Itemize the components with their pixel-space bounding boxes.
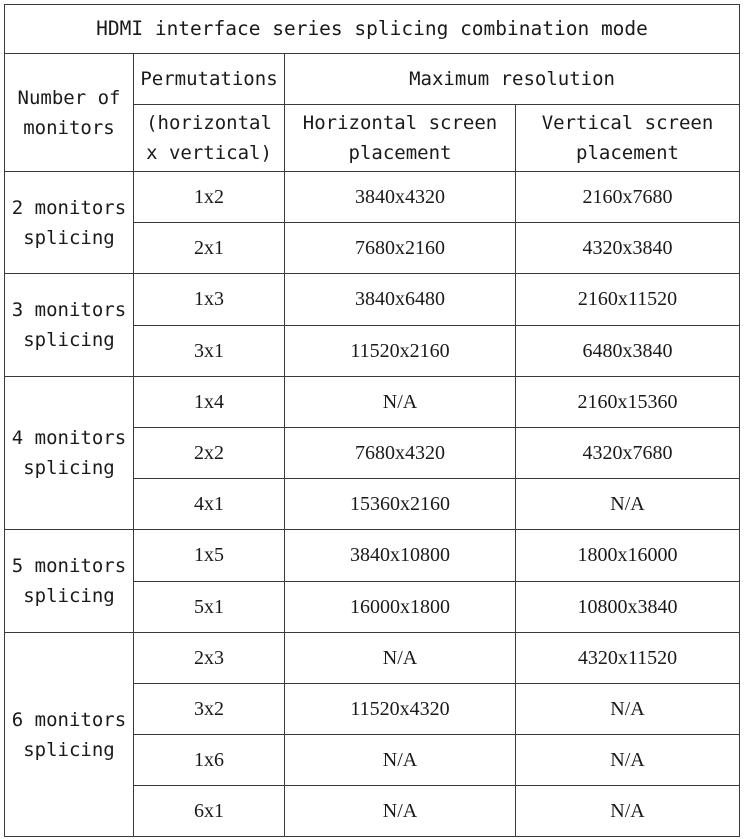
permutation-cell: 2x1 (134, 223, 285, 274)
header-horizontal-placement: Horizontal screen placement (285, 105, 516, 172)
vertical-resolution-cell: 2160x11520 (516, 274, 740, 325)
permutation-cell: 6x1 (134, 786, 285, 837)
horizontal-resolution-cell: 3840x10800 (285, 530, 516, 581)
table-body (5, 5, 740, 837)
vertical-resolution-cell: 4320x3840 (516, 223, 740, 274)
vertical-resolution-cell: N/A (516, 786, 740, 837)
horizontal-resolution-cell: 15360x2160 (285, 479, 516, 530)
permutation-cell: 1x2 (134, 172, 285, 223)
permutation-cell: 4x1 (134, 479, 285, 530)
vertical-resolution-cell: 4320x7680 (516, 427, 740, 478)
vertical-resolution-cell: 1800x16000 (516, 530, 740, 581)
horizontal-resolution-cell: N/A (285, 735, 516, 786)
header-row-1 (5, 54, 740, 105)
permutation-cell: 1x3 (134, 274, 285, 325)
horizontal-resolution-cell: N/A (285, 376, 516, 427)
permutation-cell: 1x4 (134, 376, 285, 427)
header-maximum-resolution: Maximum resolution (285, 54, 740, 105)
horizontal-resolution-cell: N/A (285, 786, 516, 837)
horizontal-resolution-cell: 16000x1800 (285, 581, 516, 632)
vertical-resolution-cell: N/A (516, 735, 740, 786)
monitor-count-cell: 6 monitors splicing (5, 632, 134, 837)
vertical-resolution-cell: N/A (516, 683, 740, 734)
permutation-cell: 1x6 (134, 735, 285, 786)
splicing-mode-table (4, 4, 740, 837)
vertical-resolution-cell: N/A (516, 479, 740, 530)
monitor-count-cell: 3 monitors splicing (5, 274, 134, 376)
vertical-resolution-cell: 6480x3840 (516, 325, 740, 376)
monitor-count-cell: 4 monitors splicing (5, 376, 134, 530)
header-number-of-monitors: Number of monitors (5, 54, 134, 172)
table-title: HDMI interface series splicing combination mode (5, 5, 740, 54)
horizontal-resolution-cell: 7680x4320 (285, 427, 516, 478)
horizontal-resolution-cell: N/A (285, 632, 516, 683)
permutation-cell: 3x1 (134, 325, 285, 376)
monitor-count-cell: 2 monitors splicing (5, 172, 134, 274)
horizontal-resolution-cell: 7680x2160 (285, 223, 516, 274)
horizontal-resolution-cell: 3840x6480 (285, 274, 516, 325)
permutation-cell: 1x5 (134, 530, 285, 581)
permutation-cell: 2x3 (134, 632, 285, 683)
horizontal-resolution-cell: 11520x4320 (285, 683, 516, 734)
horizontal-resolution-cell: 11520x2160 (285, 325, 516, 376)
permutation-cell: 2x2 (134, 427, 285, 478)
header-permutations: Permutations (134, 54, 285, 105)
table-row (5, 274, 740, 325)
table-row (5, 632, 740, 683)
vertical-resolution-cell: 4320x11520 (516, 632, 740, 683)
vertical-resolution-cell: 10800x3840 (516, 581, 740, 632)
permutation-cell: 3x2 (134, 683, 285, 734)
table-row (5, 172, 740, 223)
header-vertical-placement: Vertical screen placement (516, 105, 740, 172)
header-permutation-format: (horizontal x vertical) (134, 105, 285, 172)
permutation-cell: 5x1 (134, 581, 285, 632)
table-row (5, 376, 740, 427)
monitor-count-cell: 5 monitors splicing (5, 530, 134, 632)
vertical-resolution-cell: 2160x15360 (516, 376, 740, 427)
title-row (5, 5, 740, 54)
vertical-resolution-cell: 2160x7680 (516, 172, 740, 223)
horizontal-resolution-cell: 3840x4320 (285, 172, 516, 223)
table-row (5, 530, 740, 581)
